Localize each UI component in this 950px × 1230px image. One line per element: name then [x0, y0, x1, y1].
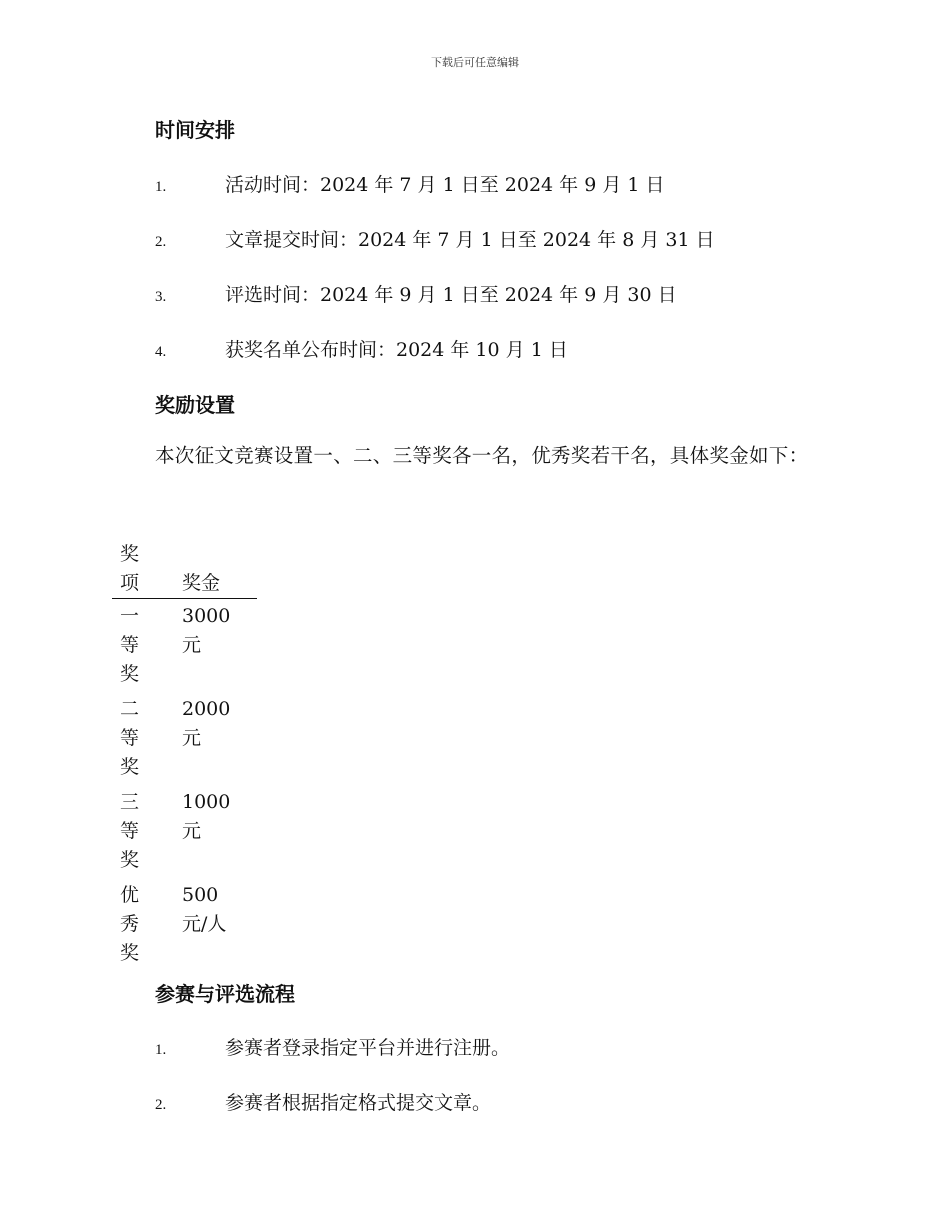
- list-text: 活动时间：2024 年 7 月 1 日至 2024 年 9 月 1 日: [225, 174, 665, 196]
- awards-heading: 奖励设置: [155, 393, 235, 417]
- awards-paragraph: 本次征文竞赛设置一、二、三等奖各一名，优秀奖若干名，具体奖金如下：: [155, 444, 809, 467]
- list-number: 1.: [155, 179, 167, 195]
- list-text: 参赛者根据指定格式提交文章。: [225, 1092, 492, 1114]
- list-number: 2.: [155, 1097, 167, 1113]
- list-text: 获奖名单公布时间：2024 年 10 月 1 日: [225, 339, 568, 361]
- table-header-row: [112, 540, 257, 599]
- list-number: 3.: [155, 289, 167, 305]
- process-item: [155, 1088, 491, 1115]
- award-name-cell: 优秀奖: [120, 884, 140, 964]
- award-amount-cell: 500 元/人: [182, 884, 227, 935]
- award-name-cell: 三等奖: [120, 791, 140, 871]
- page-header-note: 下载后可任意编辑: [431, 56, 519, 69]
- prize-table: [112, 540, 257, 971]
- process-item: [155, 1033, 510, 1060]
- award-name-cell: 二等奖: [120, 698, 140, 778]
- list-number: 2.: [155, 234, 167, 250]
- award-amount-cell: 1000 元: [182, 791, 231, 842]
- table-row: [112, 785, 257, 878]
- list-text: 参赛者登录指定平台并进行注册。: [225, 1037, 511, 1059]
- schedule-item: [155, 225, 715, 252]
- award-amount-cell: 2000 元: [182, 698, 231, 749]
- list-number: 1.: [155, 1042, 167, 1058]
- table-row: [112, 599, 257, 693]
- process-heading: 参赛与评选流程: [155, 982, 295, 1006]
- list-text: 文章提交时间：2024 年 7 月 1 日至 2024 年 8 月 31 日: [225, 229, 715, 251]
- column-header-award: 奖项: [112, 540, 160, 599]
- schedule-item: [155, 170, 665, 197]
- list-text: 评选时间：2024 年 9 月 1 日至 2024 年 9 月 30 日: [225, 284, 677, 306]
- schedule-heading: 时间安排: [155, 118, 235, 142]
- table-row: [112, 692, 257, 785]
- table-row: [112, 878, 257, 971]
- schedule-item: [155, 280, 677, 307]
- list-number: 4.: [155, 344, 167, 360]
- award-amount-cell: 3000 元: [182, 605, 231, 656]
- award-name-cell: 一等奖: [120, 605, 140, 685]
- schedule-item: [155, 335, 568, 362]
- column-header-amount: 奖金: [160, 540, 257, 599]
